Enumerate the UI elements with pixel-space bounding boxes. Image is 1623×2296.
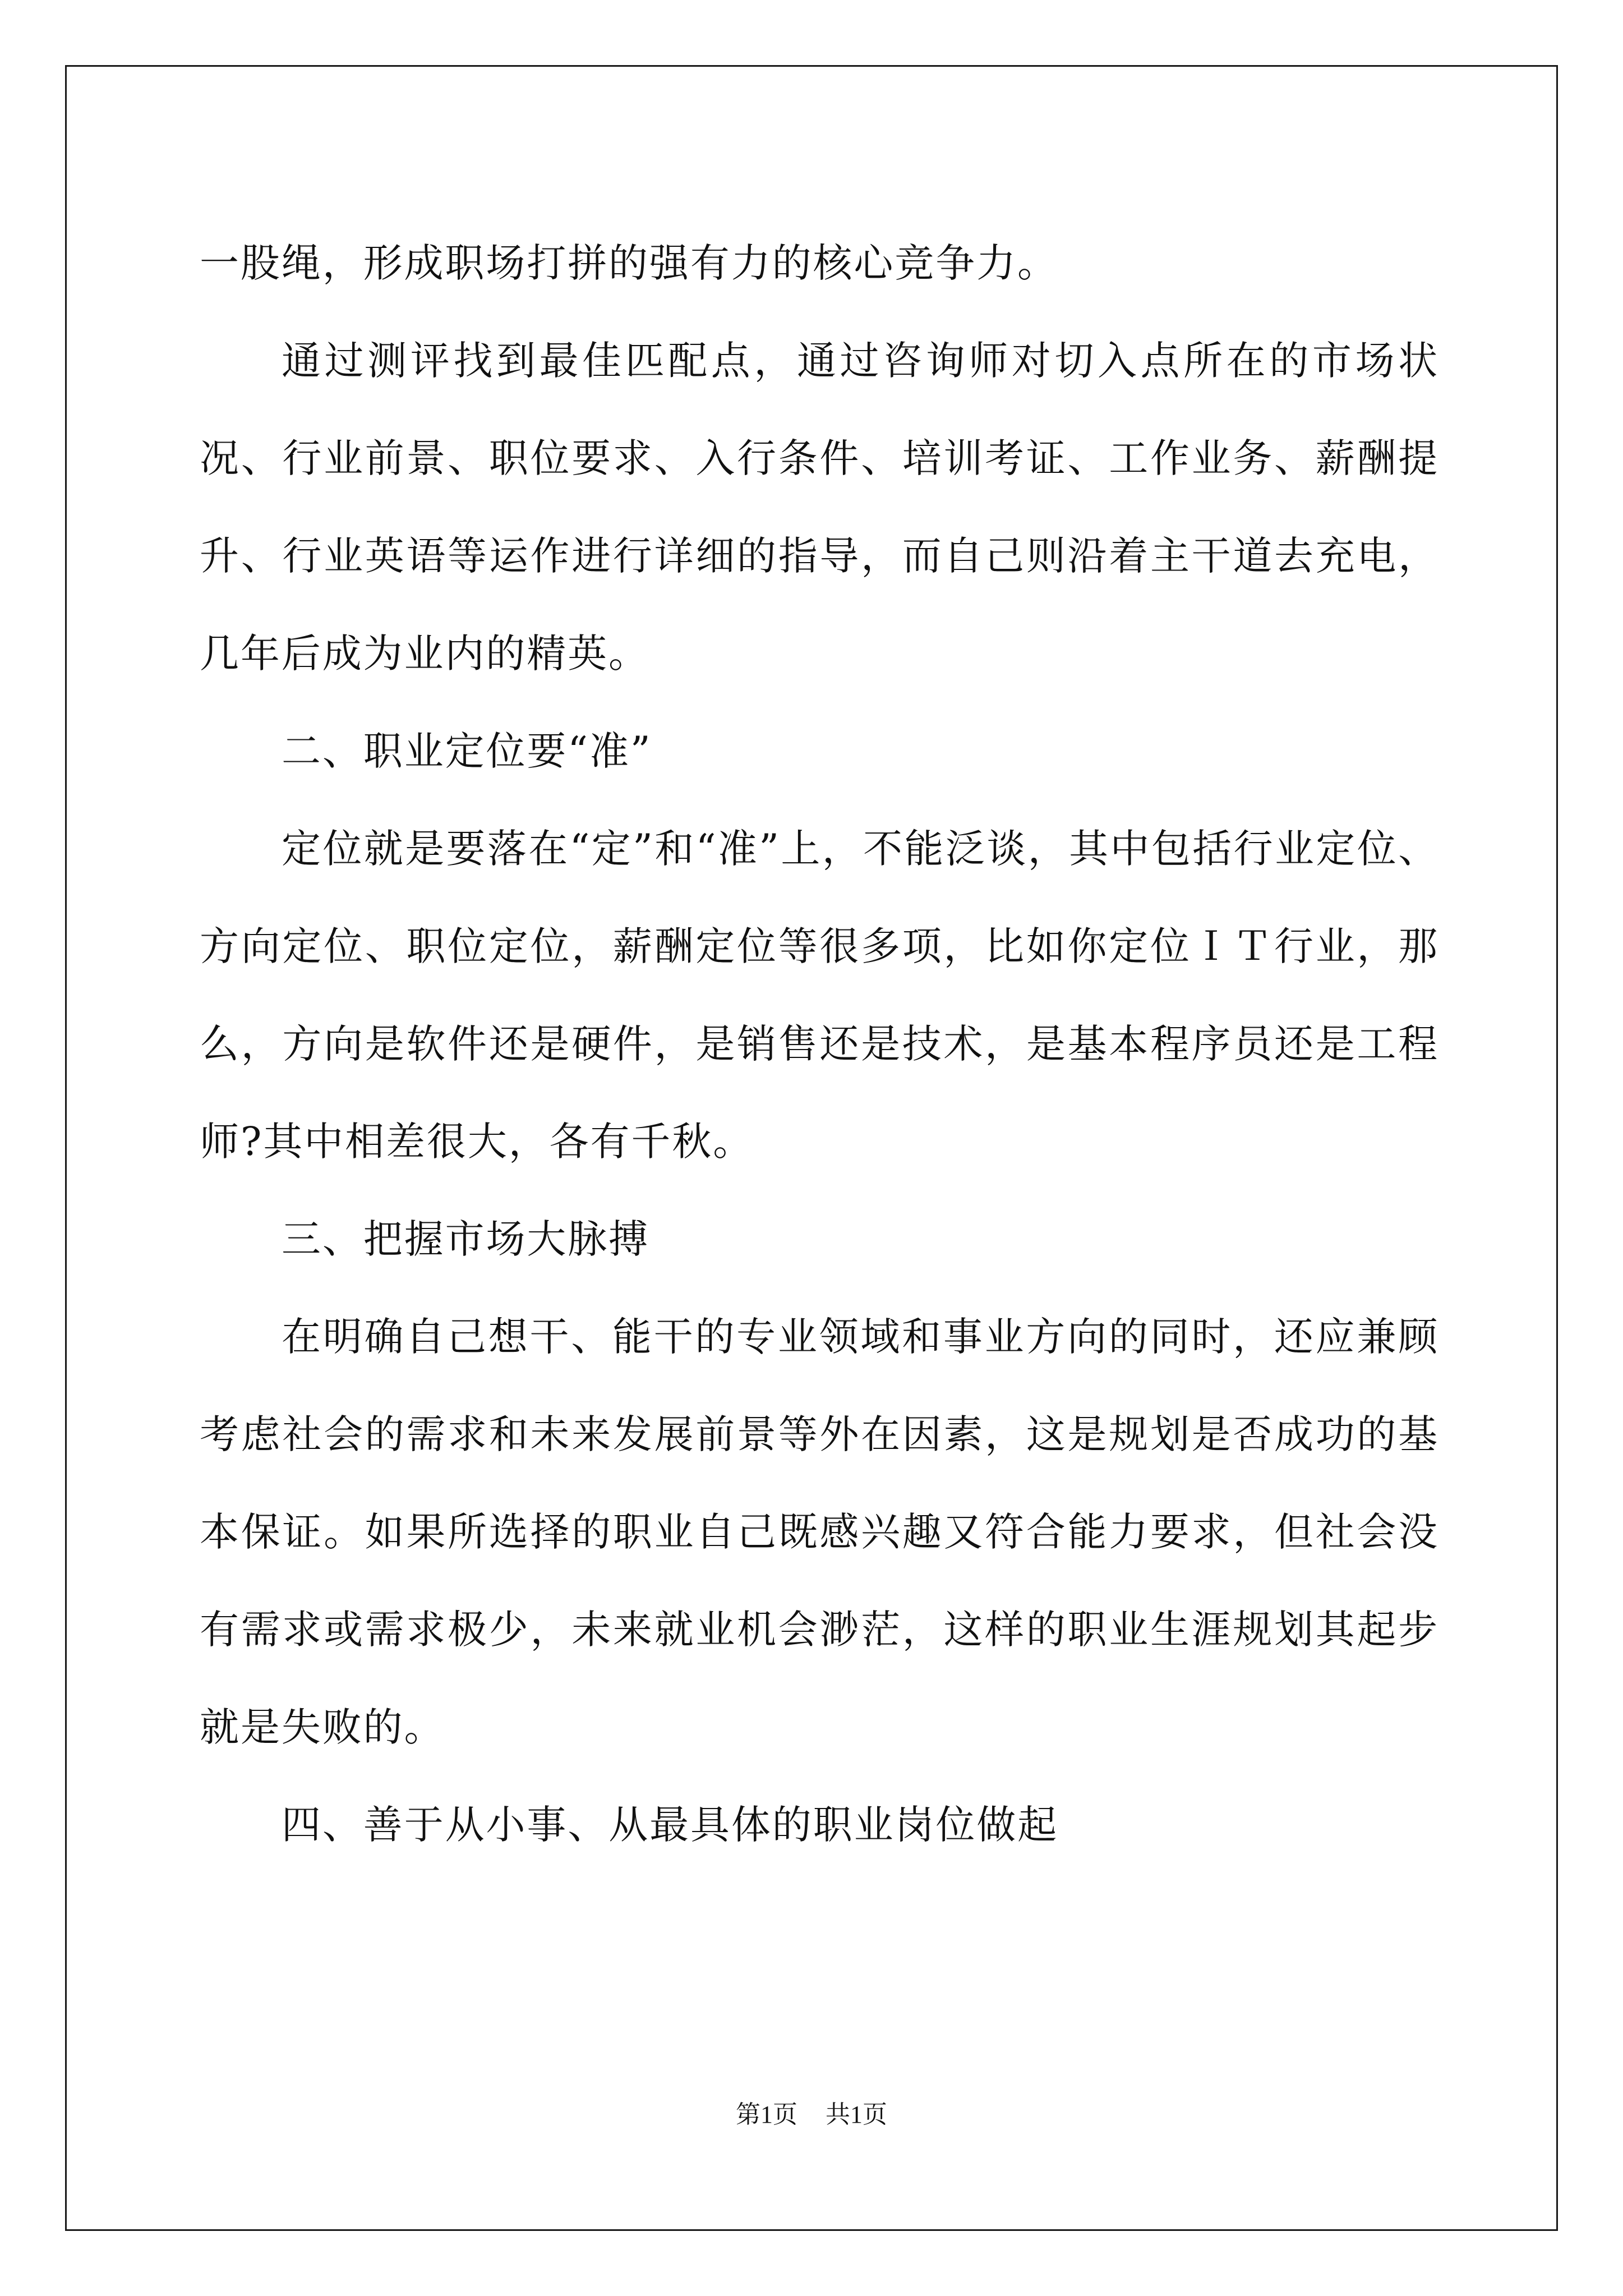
paragraph-3: 定位就是要落在“定”和“准”上，不能泛谈，其中包括行业定位、方向定位、职位定位，薪酬定位等很多项，比如你定位ＩＴ行业，那么，方向是软件还是硬件，是销售还是技术，是基本程序员还是工程师?其中相差很大，各有千秋。 bbox=[200, 826, 1439, 1165]
paragraph-4: 在明确自己想干、能干的专业领域和事业方向的同时，还应兼顾考虑社会的需求和未来发展前景等外在因素，这是规划是否成功的基本保证。如果所选择的职业自己既感兴趣又符合能力要求，但社会没有需求或需求极少，未来就业机会渺茫，这样的职业生涯规划其起步就是失败的。 bbox=[200, 1314, 1439, 1750]
document-body bbox=[200, 214, 1439, 1874]
paragraph-1: 一股绳，形成职场打拼的强有力的核心竞争力。 bbox=[200, 240, 1058, 286]
page-footer bbox=[0, 2098, 1623, 2132]
total-pages: 共1页 bbox=[826, 2101, 887, 2128]
paragraph-2: 通过测评找到最佳匹配点，通过咨询师对切入点所在的市场状况、行业前景、职位要求、入行条件、培训考证、工作业务、薪酬提升、行业英语等运作进行详细的指导，而自己则沿着主干道去充电，几年后成为业内的精英。 bbox=[200, 338, 1439, 677]
section-heading-4: 四、善于从小事、从最具体的职业岗位做起 bbox=[282, 1802, 1059, 1848]
section-heading-3: 三、把握市场大脉搏 bbox=[282, 1216, 650, 1262]
page-number: 第1页 bbox=[736, 2101, 797, 2128]
section-heading-2: 二、职业定位要“准” bbox=[282, 728, 652, 774]
